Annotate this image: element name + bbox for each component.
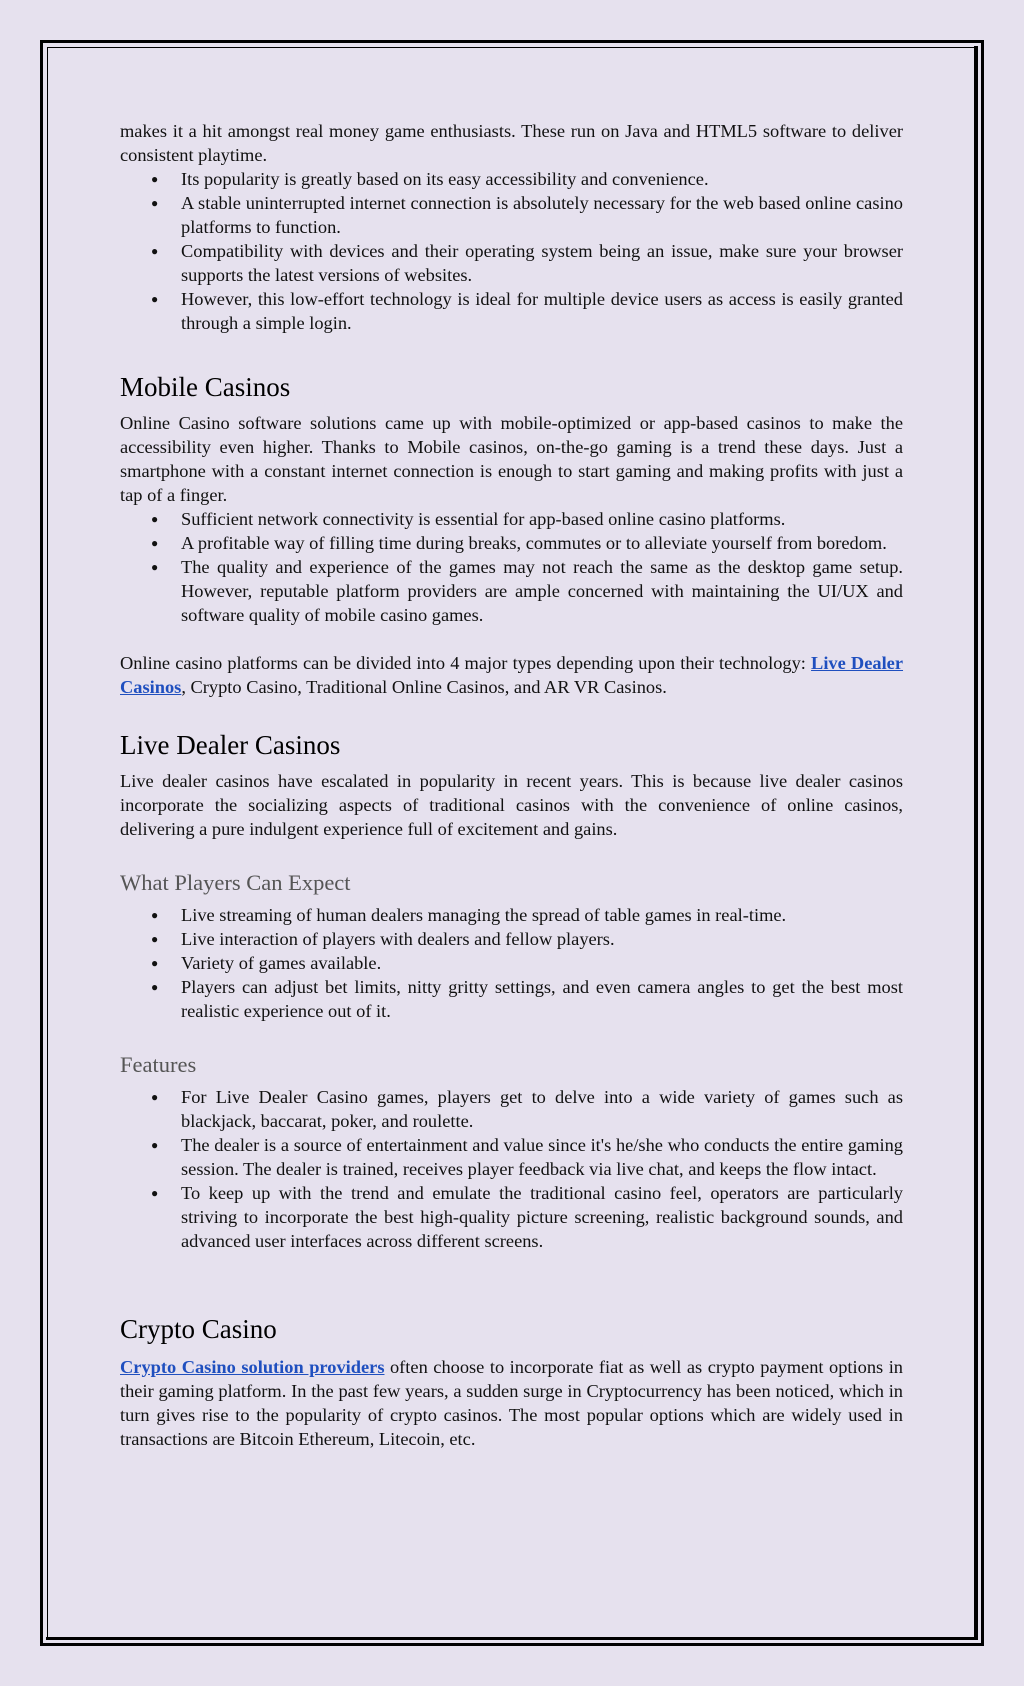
list-item: ● To keep up with the trend and emulate the traditional casino feel, operators are particularly striving to incorporate the best high-quality picture screening, realistic background sounds, and advanced user interfaces across different screens. [120,1181,903,1253]
features-bullet-list [120,1085,903,1253]
document-body [120,119,903,1451]
list-item: ● Sufficient network connectivity is essential for app-based online casino platforms. [120,507,903,531]
list-item: ● The dealer is a source of entertainment and value since it's he/she who conducts the entire gaming session. The dealer is trained, receives player feedback via live chat, and keeps the flow intact. [120,1133,903,1181]
list-item: ● Live interaction of players with dealers and fellow players. [120,927,903,951]
heading-live-dealer-casinos: Live Dealer Casinos [120,730,341,760]
types-text-before: Online casino platforms can be divided into 4 major types depending upon their technology: [120,653,812,673]
page-border-bottom [46,1637,978,1640]
heading-what-players-can-expect: What Players Can Expect [120,870,351,895]
list-item: ● Variety of games available. [120,951,903,975]
list-item: ● However, this low-effort technology is ideal for multiple device users as access is easily granted through a simple login. [120,287,903,335]
crypto-paragraph [120,1355,903,1451]
list-item: ● A profitable way of filling time during breaks, commutes or to alleviate yourself from boredom. [120,531,903,555]
list-item: ● A stable uninterrupted internet connection is absolutely necessary for the web based online casino platforms to function. [120,191,903,239]
list-item: ● For Live Dealer Casino games, players get to delve into a wide variety of games such as blackjack, baccarat, poker, and roulette. [120,1085,903,1133]
list-item: ● Compatibility with devices and their operating system being an issue, make sure your browser supports the latest versions of websites. [120,239,903,287]
mobile-paragraph: Online Casino software solutions came up with mobile-optimized or app-based casinos to make the accessibility even higher. Thanks to Mobile casinos, on-the-go gaming is a trend these days. Just a smartphone with a constant internet connection is enough to start gaming and making profits with just a tap of a finger. [120,413,903,505]
intro-bullet-list [120,167,903,335]
heading-mobile-casinos: Mobile Casinos [120,372,291,402]
list-item: ● Its popularity is greatly based on its easy accessibility and convenience. [120,167,903,191]
types-text-after: , Crypto Casino, Traditional Online Casinos, and AR VR Casinos. [181,677,667,697]
list-item: ● Live streaming of human dealers managing the spread of table games in real-time. [120,903,903,927]
heading-crypto-casino: Crypto Casino [120,1314,277,1344]
intro-paragraph: makes it a hit amongst real money game enthusiasts. These run on Java and HTML5 software to deliver consistent playtime. [120,121,903,165]
live-dealer-casinos-link[interactable]: Live Dealer Casinos [120,653,904,697]
list-item: ● Players can adjust bet limits, nitty gritty settings, and even camera angles to get the best most realistic experience out of it. [120,975,903,1023]
page-border-right [974,46,978,1640]
live-paragraph: Live dealer casinos have escalated in popularity in recent years. This is because live dealer casinos incorporate the socializing aspects of traditional casinos with the convenience of online casinos, delivering a pure indulgent experience full of excitement and gains. [120,771,903,839]
crypto-text-after: often choose to incorporate fiat as well as crypto payment options in their gaming platform. In the past few years, a sudden surge in Cryptocurrency has been noticed, which in turn gives rise to the popularity of crypto casinos. The most popular options which are widely used in transactions are Bitcoin Ethereum, Litecoin, etc. [120,1357,903,1449]
types-paragraph [120,651,903,699]
mobile-bullet-list [120,507,903,627]
crypto-casino-solution-providers-link[interactable]: Crypto Casino solution providers [120,1357,385,1377]
list-item: ● The quality and experience of the games may not reach the same as the desktop game setup. However, reputable platform providers are ample concerned with maintaining the UI/UX and software quality of mobile casino games. [120,555,903,627]
expect-bullet-list [120,903,903,1023]
heading-features: Features [120,1052,197,1077]
